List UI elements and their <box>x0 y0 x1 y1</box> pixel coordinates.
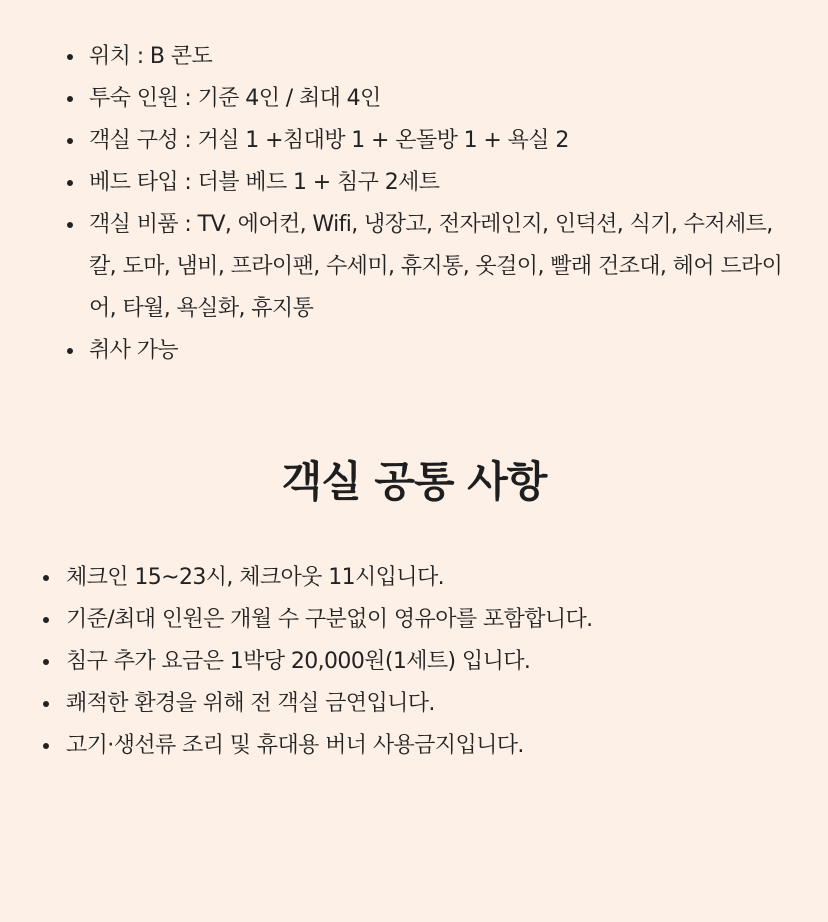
list-item-text: 객실 구성 : 거실 1 +침대방 1 + 온돌방 1 + 욕실 2 <box>89 128 569 153</box>
bullet-icon <box>67 54 73 60</box>
list-item-text: 취사 가능 <box>89 338 179 363</box>
room-info-list <box>89 36 789 372</box>
bullet-icon <box>43 743 49 749</box>
list-item-room-layout <box>89 120 789 162</box>
bullet-icon <box>67 222 73 228</box>
bullet-icon <box>43 659 49 665</box>
list-item-text: 기준/최대 인원은 개월 수 구분없이 영유아를 포함합니다. <box>66 607 593 632</box>
common-notice-list <box>66 557 806 767</box>
list-item-no-smoking <box>66 683 806 725</box>
bullet-icon <box>67 180 73 186</box>
list-item-occupancy <box>89 78 789 120</box>
bullet-icon <box>43 617 49 623</box>
list-item-text: 침구 추가 요금은 1박당 20,000원(1세트) 입니다. <box>66 649 531 674</box>
list-item-checkin <box>66 557 806 599</box>
list-item-text: 위치 : B 콘도 <box>89 44 213 69</box>
bullet-icon <box>67 138 73 144</box>
bullet-icon <box>43 575 49 581</box>
section-title: 객실 공통 사항 <box>281 457 547 506</box>
list-item-cooking <box>89 330 789 372</box>
list-item-text: 고기·생선류 조리 및 휴대용 버너 사용금지입니다. <box>66 733 524 758</box>
list-item-bedding-fee <box>66 641 806 683</box>
list-item-amenities <box>89 204 789 330</box>
bullet-icon <box>67 96 73 102</box>
list-item-text: 객실 비품 : TV, 에어컨, Wifi, 냉장고, 전자레인지, 인덕션, 식기, 수저세트, 칼, 도마, 냄비, 프라이팬, 수세미, 휴지통, 옷걸이, 빨래 건조대, 헤어 드라이어, 타월, 욕실화, 휴지통 <box>89 212 783 321</box>
bullet-icon <box>67 348 73 354</box>
list-item-text: 체크인 15~23시, 체크아웃 11시입니다. <box>66 565 445 590</box>
list-item-no-grill <box>66 725 806 767</box>
list-item-text: 베드 타입 : 더블 베드 1 + 침구 2세트 <box>89 170 440 195</box>
list-item-text: 쾌적한 환경을 위해 전 객실 금연입니다. <box>66 691 435 716</box>
bullet-icon <box>43 701 49 707</box>
list-item-text: 투숙 인원 : 기준 4인 / 최대 4인 <box>89 86 381 111</box>
list-item-occupancy-policy <box>66 599 806 641</box>
list-item-bed-type <box>89 162 789 204</box>
list-item-location <box>89 36 789 78</box>
